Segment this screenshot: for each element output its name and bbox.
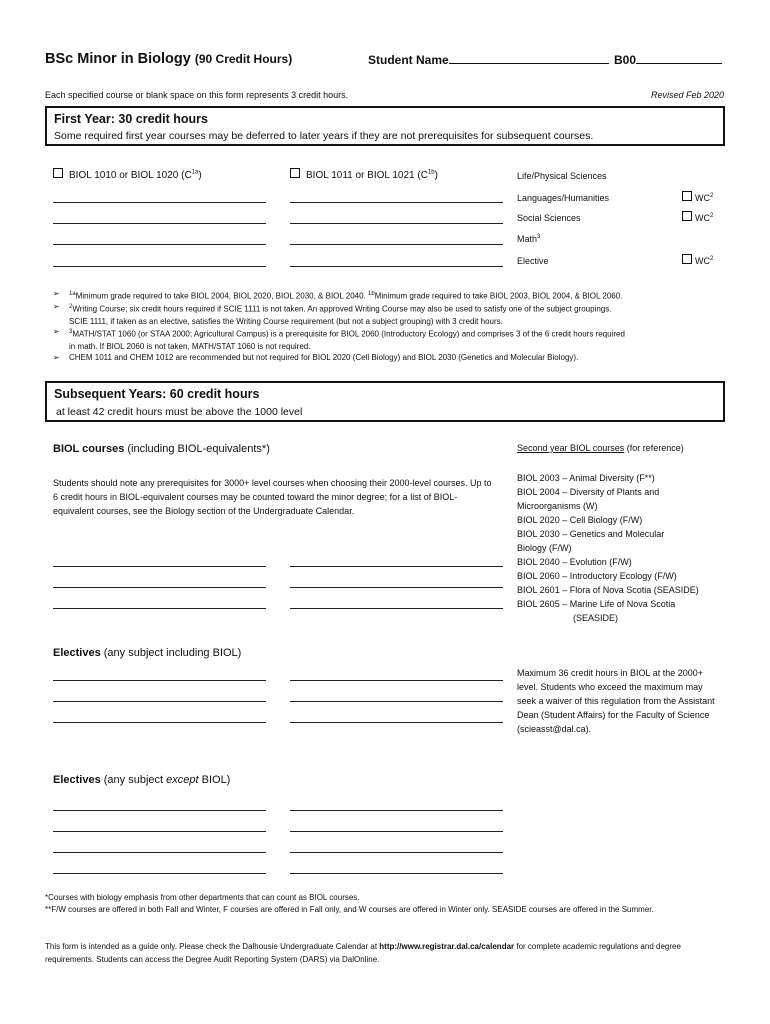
form-title: BSc Minor in Biology (90 Credit Hours) (45, 51, 293, 67)
category-social-sciences: Social Sciences (517, 213, 581, 223)
blank-line[interactable] (53, 852, 266, 853)
blank-line[interactable] (290, 266, 503, 267)
electives-except-biol-heading: Electives (any subject except BIOL) (53, 774, 231, 786)
subsequent-years-box (45, 381, 725, 422)
blank-line[interactable] (53, 873, 266, 874)
checkbox-icon[interactable] (682, 191, 692, 201)
biol-courses-text: Students should note any prerequisites for 3000+ level courses when choosing their 2000-level courses. Up to 6 credit hours in BIOL-equivalent courses may be counted toward the minor degree; for a list of BIOL-equivalent courses, see the Biology section of the Undergraduate Calendar. (53, 478, 492, 516)
checkbox-icon[interactable] (290, 168, 300, 178)
checkbox-icon[interactable] (53, 168, 63, 178)
note-1: $^{1a}$Minimum grade required to take BIOL 2004, BIOL 2020, BIOL 2030, & BIOL 2040. $^{1b}$Minimum grade required to take BIOL 2003, BIOL 2004, & BIOL 2060. (69, 291, 623, 301)
student-name-field[interactable]: Student Name (368, 53, 609, 67)
arrow-bullet-icon: ➢ (53, 353, 60, 362)
credit-note: Each specified course or blank space on this form represents 3 credit hours. (45, 90, 349, 100)
note-4: CHEM 1011 and CHEM 1012 are recommended but not required for BIOL 2020 (Cell Biology) and BIOL 2030 (Genetics and Molecular Biology). (69, 353, 579, 362)
blank-line[interactable] (53, 223, 266, 224)
blank-line[interactable] (53, 266, 266, 267)
electives-heading: Electives (any subject including BIOL) (53, 647, 242, 659)
list-item: BIOL 2030 – Genetics and Molecular (517, 529, 665, 539)
checkbox-icon[interactable] (682, 254, 692, 264)
wc-checkbox[interactable]: $WC^2$ (682, 254, 713, 266)
arrow-bullet-icon: ➢ (53, 327, 60, 336)
arrow-bullet-icon: ➢ (53, 289, 60, 298)
blank-line[interactable] (290, 873, 503, 874)
b00-field[interactable]: B00 (614, 53, 722, 67)
blank-line[interactable] (53, 587, 266, 588)
list-item: BIOL 2601 – Flora of Nova Scotia (SEASIDE) (517, 585, 699, 595)
list-item: Biology (F/W) (517, 543, 572, 553)
blank-line[interactable] (53, 722, 266, 723)
note-2: $^2$Writing Course; six credit hours required if SCIE 1111 is not taken. An approved Writing Course may also be used to satisfy one of the subject groupings. SCIE 1111, if taken as an elective, satisfies the Writing Course requirement (but not a subject grouping) with 3 credit hours. (69, 304, 612, 327)
disclaimer: This form is intended as a guide only. Please check the Dalhousie Undergraduate Calendar at http://www.registrar.dal.ca/calendar for complete academic regulations and degree requirements. Students can access the Degree Audit Reporting System (DARS) via DalOnline. (45, 942, 681, 964)
first-year-title: First Year: 30 credit hours (54, 112, 208, 126)
checkbox-icon[interactable] (682, 211, 692, 221)
subsequent-years-subtitle: at least 42 credit hours must be above the 1000 level (56, 406, 303, 418)
blank-line[interactable] (290, 566, 503, 567)
calendar-link[interactable]: http://www.registrar.dal.ca/calendar (379, 942, 515, 951)
wc-checkbox[interactable]: $WC^2$ (682, 211, 713, 223)
category-life-physical: Life/Physical Sciences (517, 171, 607, 181)
wc-checkbox[interactable]: $WC^2$ (682, 191, 713, 203)
blank-line[interactable] (53, 680, 266, 681)
list-item: Microorganisms (W) (517, 501, 598, 511)
blank-line[interactable] (290, 587, 503, 588)
second-year-course-list (517, 471, 722, 625)
footnote-term-codes: **F/W courses are offered in both Fall and Winter, F courses are offered in Fall only, and W courses are offered in Winter only. SEASIDE courses are offered in the Summer. (45, 905, 654, 914)
list-item: BIOL 2040 – Evolution (F/W) (517, 557, 632, 567)
blank-line[interactable] (290, 608, 503, 609)
category-languages: Languages/Humanities (517, 193, 610, 203)
blank-line[interactable] (290, 244, 503, 245)
blank-line[interactable] (53, 566, 266, 567)
blank-line[interactable] (290, 852, 503, 853)
revised-date: Revised Feb 2020 (651, 90, 725, 100)
blank-line[interactable] (53, 831, 266, 832)
first-year-box (45, 106, 725, 146)
blank-line[interactable] (290, 680, 503, 681)
list-item: BIOL 2605 – Marine Life of Nova Scotia (517, 599, 676, 609)
blank-line[interactable] (53, 202, 266, 203)
second-year-heading: Second year BIOL courses (for reference) (517, 443, 684, 453)
blank-line[interactable] (53, 810, 266, 811)
blank-line[interactable] (290, 810, 503, 811)
blank-line[interactable] (53, 244, 266, 245)
blank-line[interactable] (290, 701, 503, 702)
course-biol-1010-checkbox[interactable]: BIOL 1010 or BIOL 1020 $(C^{1a})$ (53, 168, 202, 181)
blank-line[interactable] (290, 223, 503, 224)
list-item: BIOL 2060 – Introductory Ecology (F/W) (517, 571, 677, 581)
list-item: BIOL 2020 – Cell Biology (F/W) (517, 515, 643, 525)
blank-line[interactable] (290, 722, 503, 723)
form-title-credits: (90 Credit Hours) (194, 52, 293, 66)
first-year-subtitle: Some required first year courses may be deferred to later years if they are not prerequisites for subsequent courses. (54, 130, 594, 142)
footnote-biol-equivalents: *Courses with biology emphasis from other departments that can count as BIOL courses. (45, 893, 360, 902)
list-item: BIOL 2003 – Animal Diversity (F**) (517, 473, 655, 483)
note-3: $^3$MATH/STAT 1060 (or STAA 2000; Agricultural Campus) is a prerequisite for BIOL 2060 (Introductory Ecology) and comprises 3 of the 6 credit hours required in math. If BIOL 2060 is not taken, MATH/STAT 1060 is not required. (69, 329, 625, 352)
category-math: Math$^3$ (517, 234, 541, 244)
electives-side-note: Maximum 36 credit hours in BIOL at the 2000+ level. Students who exceed the maximum may seek a waiver of this regulation from the Assistant Dean (Student Affairs) for the Faculty of Science (scieasst@dal.ca). (517, 668, 715, 734)
subsequent-years-title: Subsequent Years: 60 credit hours (54, 387, 260, 401)
blank-line[interactable] (53, 608, 266, 609)
blank-line[interactable] (290, 831, 503, 832)
category-elective: Elective (517, 256, 549, 266)
blank-line[interactable] (53, 701, 266, 702)
list-item: (SEASIDE) (573, 613, 619, 623)
arrow-bullet-icon: ➢ (53, 302, 60, 311)
course-biol-1011-checkbox[interactable]: BIOL 1011 or BIOL 1021 $(C^{1b})$ (290, 168, 438, 181)
list-item: BIOL 2004 – Diversity of Plants and (517, 487, 660, 497)
blank-line[interactable] (290, 202, 503, 203)
biol-courses-heading: BIOL courses (including BIOL-equivalents*) (53, 443, 270, 455)
